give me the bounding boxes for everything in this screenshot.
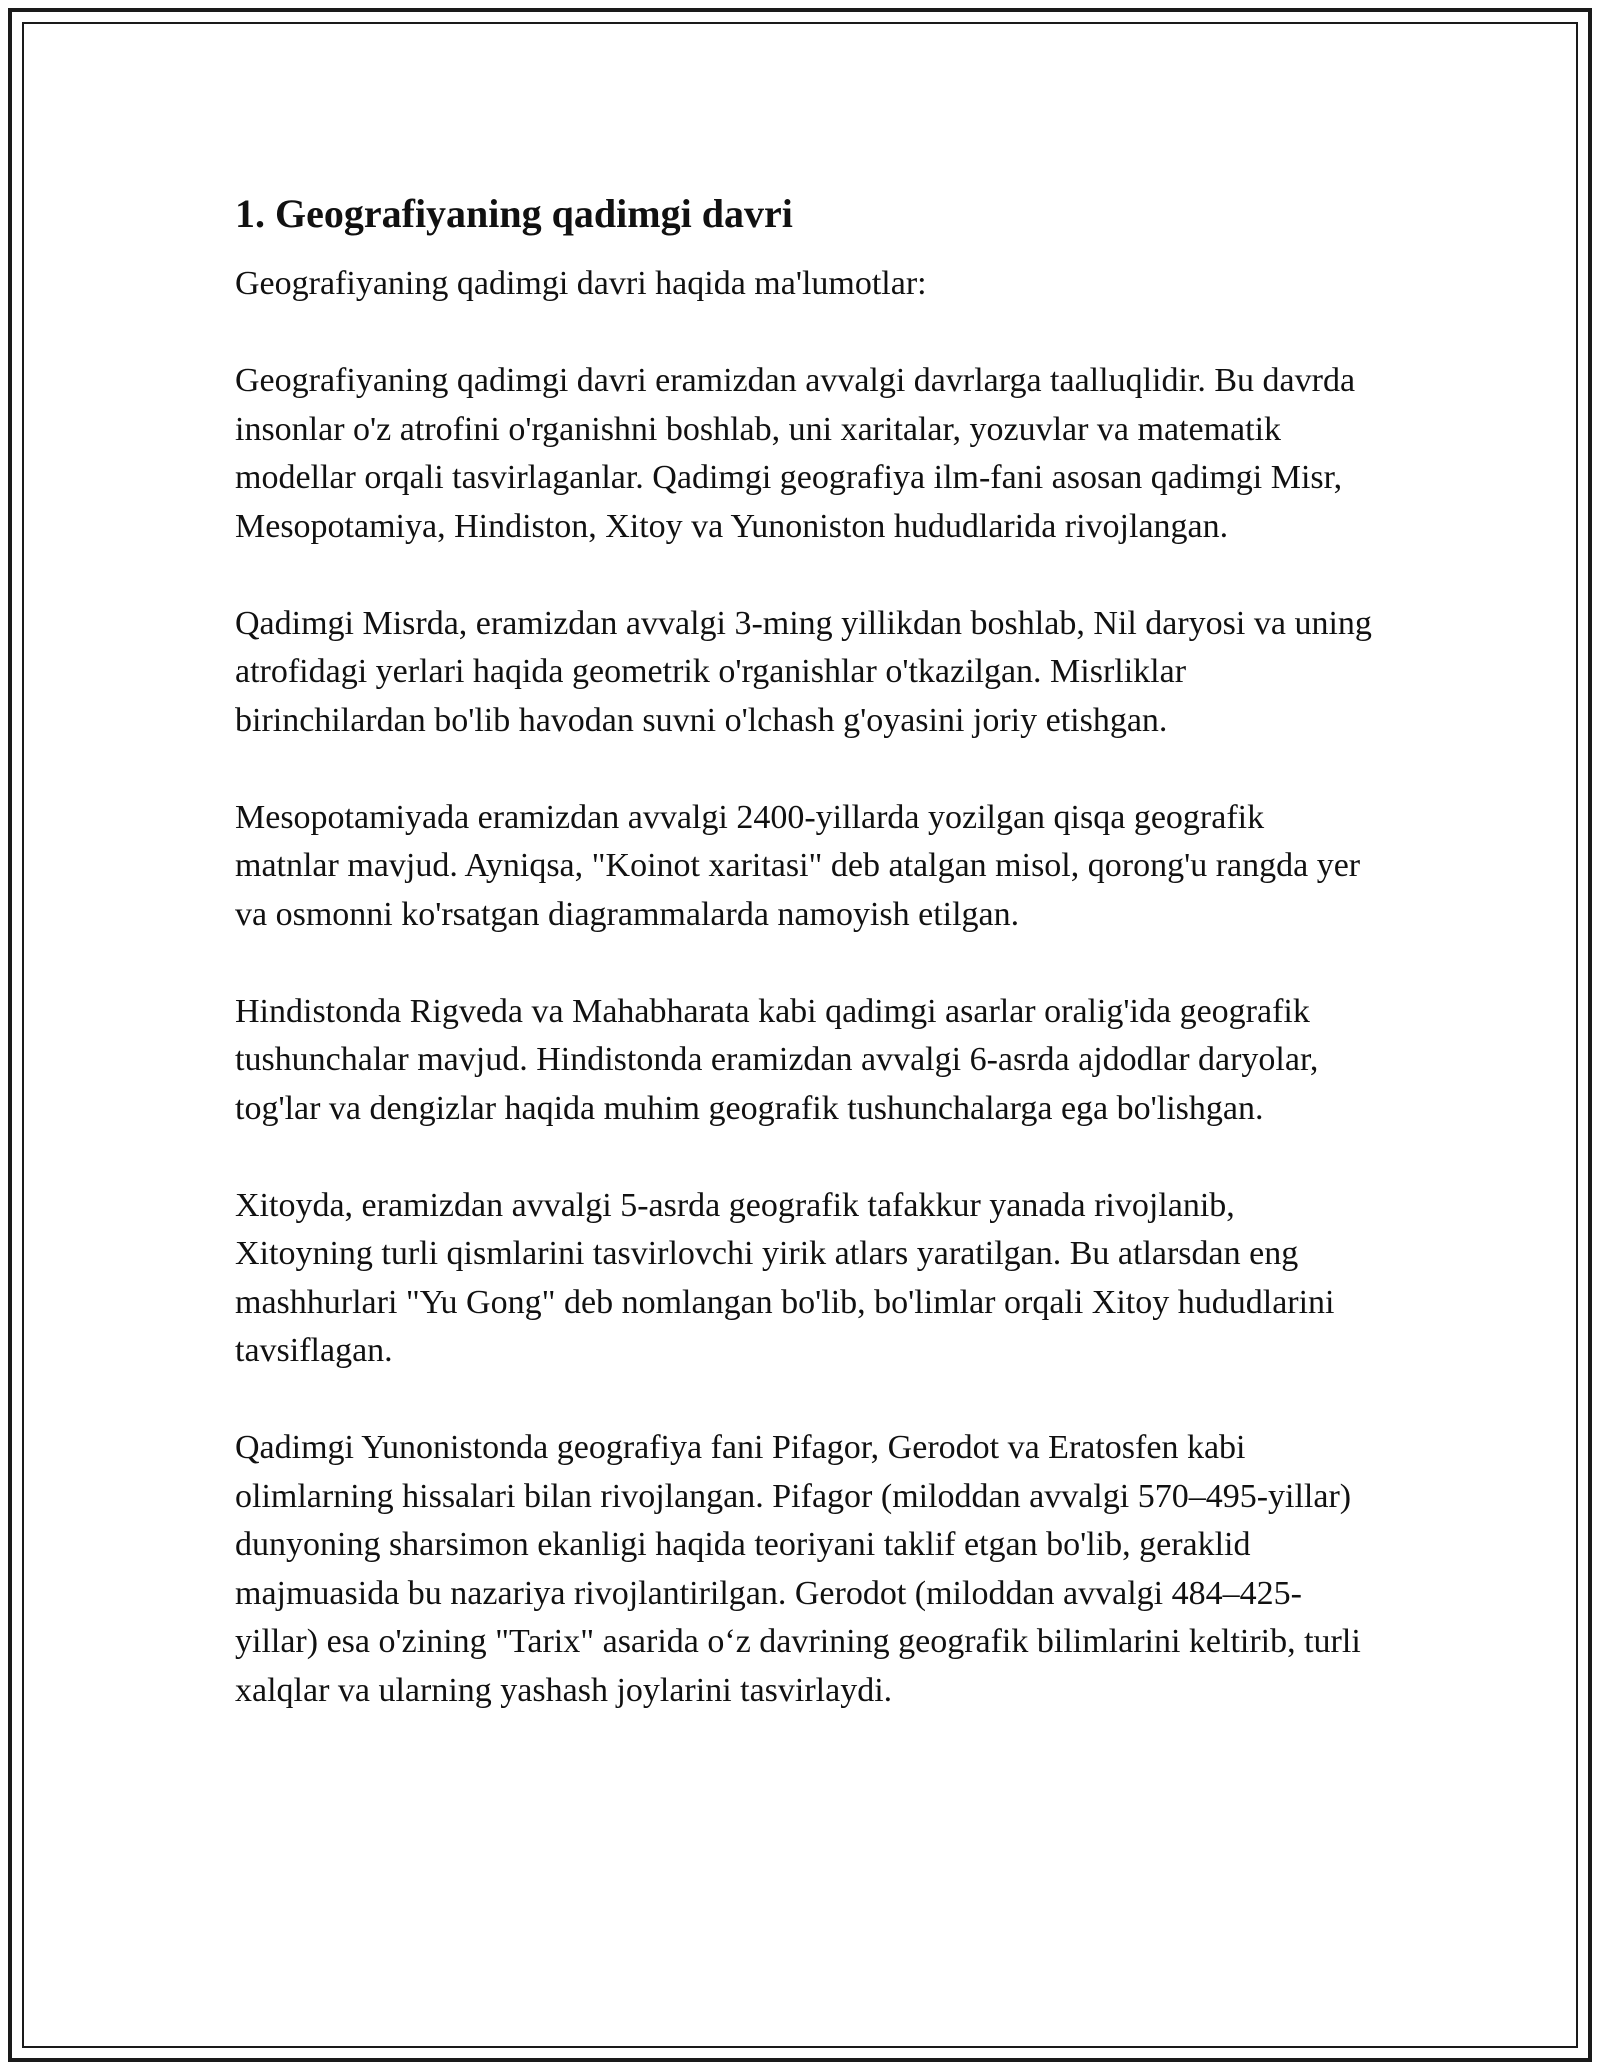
paragraph-egypt: Qadimgi Misrda, eramizdan avvalgi 3-ming yillikdan boshlab, Nil daryosi va uning atrofidagi yerlari haqida geometrik o'rganishlar o'tkazilgan. Misrliklar birinchilardan bo'lib havodan suvni o'lchash g'oyasini joriy etishgan.	[235, 604, 1372, 739]
paragraph-china: Xitoyda, eramizdan avvalgi 5-asrda geografik tafakkur yanada rivojlanib, Xitoyning turli qismlarini tasvirlovchi yirik atlars yaratilgan. Bu atlarsdan eng mashhurlari "Yu Gong" deb nomlangan bo'lib, bo'limlar orqali Xitoy hududlarini tavsiflagan.	[235, 1186, 1335, 1369]
document-body	[235, 190, 1375, 1764]
section-heading: 1. Geografiyaning qadimgi davri	[235, 191, 793, 236]
intro-paragraph: Geografiyaning qadimgi davri haqida ma'lumotlar:	[235, 265, 927, 302]
paragraph-mesopotamia: Mesopotamiyada eramizdan avvalgi 2400-yillarda yozilgan qisqa geografik matnlar mavjud. Ayniqsa, "Koinot xaritasi" deb atalgan misol, qorong'u rangda yer va osmonni ko'rsatgan diagrammalarda namoyish etilgan.	[235, 798, 1361, 933]
paragraph-overview: Geografiyaning qadimgi davri eramizdan avvalgi davrlarga taalluqlidir. Bu davrda insonlar o'z atrofini o'rganishni boshlab, uni xaritalar, yozuvlar va matematik modellar orqali tasvirlaganlar. Qadimgi geografiya ilm-fani asosan qadimgi Misr, Mesopotamiya, Hindiston, Xitoy va Yunoniston hududlarida rivojlangan.	[235, 362, 1356, 545]
paragraph-india: Hindistonda Rigveda va Mahabharata kabi qadimgi asarlar oralig'ida geografik tushunchalar mavjud. Hindistonda eramizdan avvalgi 6-asrda ajdodlar daryolar, tog'lar va dengizlar haqida muhim geografik tushunchalarga ega bo'lishgan.	[235, 992, 1319, 1127]
paragraph-greece: Qadimgi Yunonistonda geografiya fani Pifagor, Gerodot va Eratosfen kabi olimlarning hissalari bilan rivojlangan. Pifagor (miloddan avvalgi 570–495-yillar) dunyoning sharsimon ekanligi haqida teoriyani taklif etgan bo'lib, geraklid majmuasida bu nazariya rivojlantirilgan. Gerodot (miloddan avvalgi 484–425-yillar) esa o'zining "Tarix" asarida o‘z davrining geografik bilimlarini keltirib, turli xalqlar va ularning yashash joylarini tasvirlaydi.	[235, 1429, 1361, 1709]
